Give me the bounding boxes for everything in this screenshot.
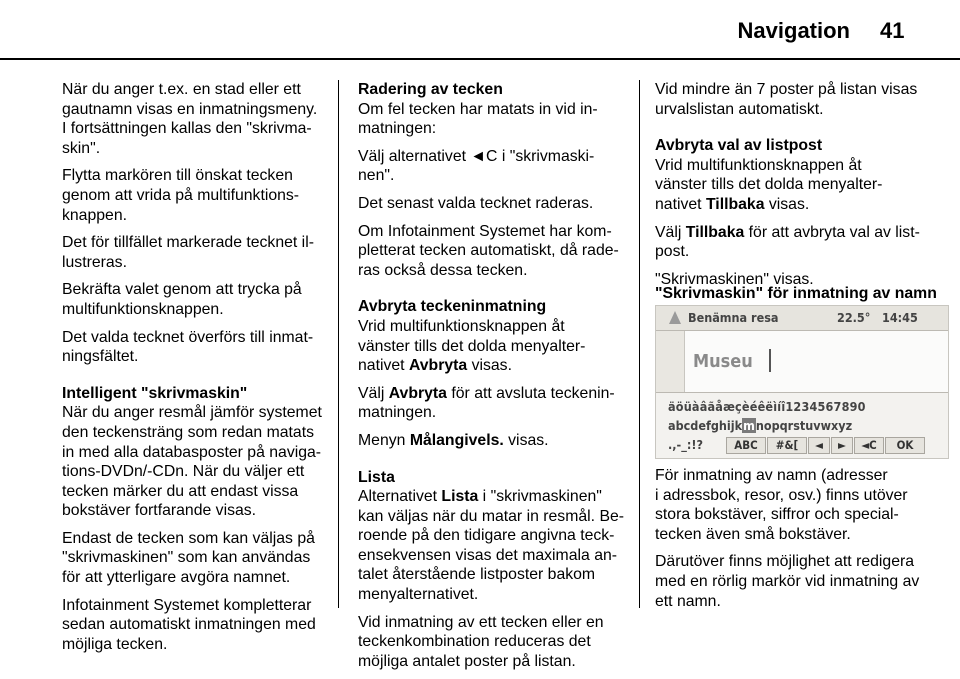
menu-term: Tillbaka xyxy=(685,223,745,241)
ok-button[interactable]: OK xyxy=(885,437,925,454)
subheading: Intelligent "skrivmaskin" xyxy=(62,384,248,402)
selected-character[interactable]: m xyxy=(743,418,755,433)
paragraph: Det senast valda tecknet raderas. xyxy=(358,194,594,212)
menu-term: Tillbaka xyxy=(705,195,765,213)
column-divider-1 xyxy=(338,80,339,608)
column-divider-2 xyxy=(639,80,640,608)
figure-caption: "Skrivmaskin" för inmatning av namn xyxy=(655,285,937,302)
text-cursor xyxy=(769,349,771,372)
paragraph: Därutöver finns möjlighet att redigera med en rörlig markör vid inmatning av ett namn. xyxy=(655,553,920,610)
paragraph: Infotainment Systemet kompletterar sedan automatiskt inmatningen med möjliga tecken. xyxy=(62,596,316,653)
paragraph: Välj alternativet ◄C i "skrivmaski- nen". xyxy=(358,147,595,185)
screen-left-strip xyxy=(656,331,685,392)
paragraph: Endast de tecken som kan väljas på "skrivmaskinen" som kan användas för att ytterligare avgöra namnet. xyxy=(62,529,315,587)
symbols-button[interactable]: #&[ xyxy=(767,437,807,454)
paragraph: Flytta markören till önskat tecken genom att vrida på multifunktions- knappen. xyxy=(62,167,300,224)
paragraph: Vid mindre än 7 poster på listan visas urvalslistan automatiskt. xyxy=(655,81,918,118)
paragraph: När du anger resmål jämför systemet den teckensträng som redan matats in med alla databasposter på naviga- tions-DVDn/-CDn. När du väljer ett tecken märker du att endast vissa bokstäver fortfarande visas. xyxy=(62,404,322,520)
menu-term: Avbryta xyxy=(388,384,447,402)
page-number: 41 xyxy=(880,18,905,43)
subheading: Lista xyxy=(358,468,395,486)
paragraph: För inmatning av namn (adresser i adressbok, resor, osv.) finns utöver stora bokstäver, siffror och special- tecken även små bokstäver. xyxy=(655,467,908,543)
paragraph: När du anger t.ex. en stad eller ett gautnamn visas en inmatningsmeny. I fortsättningen kallas den "skrivma- skin". xyxy=(62,81,318,157)
delete-character-button[interactable]: ◄C xyxy=(854,437,884,454)
menu-term: Lista xyxy=(441,488,479,506)
character-row-punctuation[interactable]: .,-_:!? xyxy=(668,437,703,452)
paragraph: Om fel tecken har matats in vid in- matningen: xyxy=(358,100,598,138)
paragraph: Vrid multifunktionsknappen åt vänster tills det dolda menyalter- nativet Tillbaka visas. xyxy=(655,156,883,213)
paragraph: Vrid multifunktionsknappen åt vänster tills det dolda menyalter- nativet Avbryta visas. xyxy=(358,317,586,375)
uppercase-button[interactable]: ABC xyxy=(726,437,766,454)
paragraph: Om Infotainment Systemet har kom- pletterat tecken automatiskt, då rade- ras också dessa tecken. xyxy=(358,222,619,279)
column-3 xyxy=(655,80,955,297)
paragraph: Välj Tillbaka för att avbryta val av list- post. xyxy=(655,223,920,261)
menu-term: Målangivels. xyxy=(409,431,504,449)
clock-readout: 14:45 xyxy=(882,310,918,325)
paragraph: Välj Avbryta för att avsluta teckenin- matningen. xyxy=(358,384,615,422)
paragraph: Det valda tecknet överförs till inmat- ningsfältet. xyxy=(62,328,314,366)
screen-title: Benämna resa xyxy=(688,310,779,325)
input-text: Museu xyxy=(693,351,753,372)
menu-term: Avbryta xyxy=(408,357,468,375)
column-3-lower xyxy=(655,466,955,619)
subheading: Avbryta teckeninmatning xyxy=(358,298,547,316)
screen-title-bar xyxy=(656,306,948,331)
cursor-right-button[interactable]: ► xyxy=(831,437,853,454)
screen-divider xyxy=(656,392,948,393)
paragraph: Vid inmatning av ett tecken eller en teckenkombination reduceras det möjliga antalet poster på listan. xyxy=(358,613,604,670)
temperature-readout: 22.5° xyxy=(837,310,871,325)
name-input-field[interactable] xyxy=(685,331,948,392)
paragraph: Alternativet Lista i "skrivmaskinen" kan väljas när du matar in resmål. Be- roende på den tidigare angivna teck- ensekvensen visas det maximala an- talet återstående listposter bakom menyalternativet. xyxy=(358,488,625,604)
column-2 xyxy=(358,80,633,679)
character-row-special[interactable]: äöüàâãåæçèéêëìíî1234567890 xyxy=(668,399,866,414)
cursor-left-button[interactable]: ◄ xyxy=(808,437,830,454)
paragraph: Menyn Målangivels. visas. xyxy=(358,431,549,449)
column-1 xyxy=(62,80,332,662)
paragraph: Det för tillfället markerade tecknet il- lustreras. xyxy=(62,234,314,271)
subheading: Avbryta val av listpost xyxy=(655,137,823,155)
section-title: Navigation xyxy=(737,18,850,43)
navigation-arrow-icon xyxy=(669,311,681,324)
character-row-lowercase[interactable]: abcdefghijkmnopqrstuvwxyz xyxy=(668,418,853,433)
paragraph: Bekräfta valet genom att trycka på multifunktionsknappen. xyxy=(62,281,302,318)
header-divider xyxy=(0,58,960,60)
subheading: Radering av tecken xyxy=(358,81,503,98)
typewriter-screen xyxy=(655,305,949,459)
paragraph: "Skrivmaskinen" visas. xyxy=(655,270,814,288)
